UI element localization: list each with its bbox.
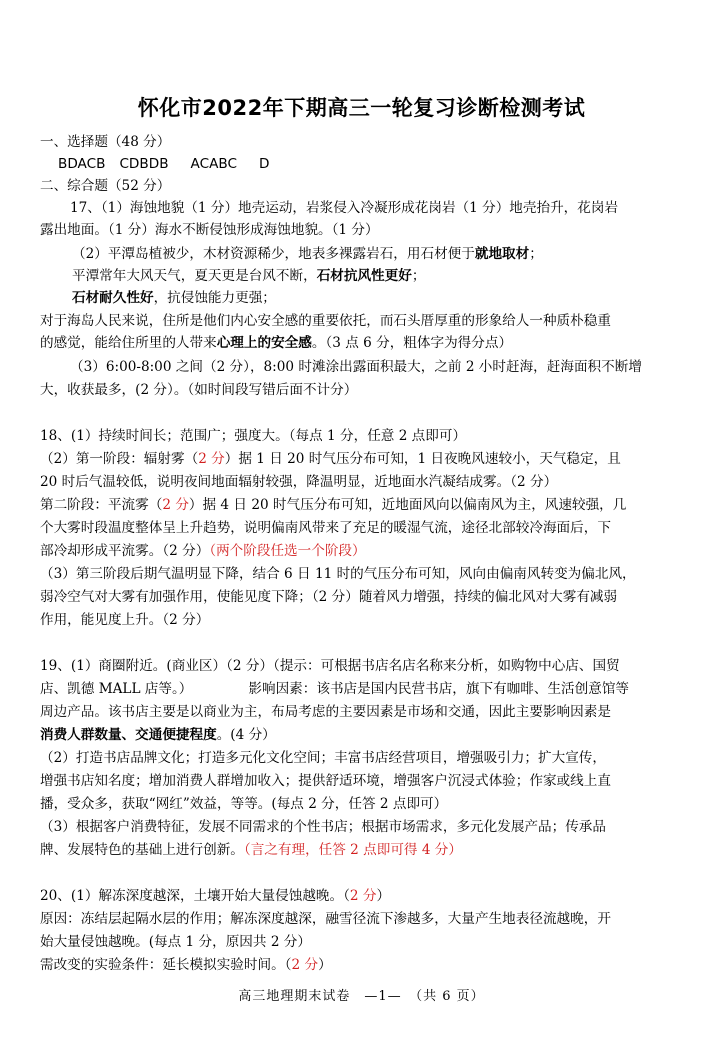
q18-line-1: 18、(1）持续时间长；范围广；强度大。（每点 1 分，任意 2 点即可） xyxy=(40,428,467,444)
q17-keypoint: 石材耐久性好 xyxy=(72,290,154,306)
q17-text: 平潭常年大风天气，夏天更是台风不断， xyxy=(72,268,317,284)
q20-text: ） xyxy=(376,888,391,904)
q17-line-5 xyxy=(72,288,276,308)
q19-text: 牌、发展特色的基础上进行创新。 xyxy=(40,842,244,858)
choice-answers xyxy=(58,154,269,174)
q18-line-6 xyxy=(40,541,366,561)
q18-score-red: 2 分 xyxy=(198,451,225,467)
q18-note-red: （两个阶段任选一个阶段） xyxy=(209,543,366,559)
q20-text: 20、(1）解冻深度越深，土壤开始大量侵蚀越晚。（ xyxy=(40,888,350,904)
q19-keypoint: 消费人群数量、交通便捷程度 xyxy=(40,727,217,743)
q18-text: ）据 4 日 20 时气压分布可知，近地面风向以偏南风为主，风速较强，几 xyxy=(188,497,627,513)
q19-line-6: 增强书店知名度；增加消费人群增加收入；提供舒适环境，增强客户沉浸式体验；作家或线上直 xyxy=(40,773,611,789)
q19-line-9 xyxy=(40,840,462,860)
answers-group-2: CDBDB xyxy=(119,156,169,172)
q19-text: 店、凯德 MALL 店等。） xyxy=(40,681,193,697)
q19-text: 影响因素：该书店是国内民营书店，旗下有咖啡、生活创意馆等 xyxy=(248,681,630,697)
q17-text: （2）平潭岛植被少，木材资源稀少，地表多裸露岩石，用石材便于 xyxy=(72,246,475,262)
q19-text: 。(4 分） xyxy=(216,727,276,743)
section-comprehensive-heading: 二、综合题（52 分） xyxy=(40,178,171,194)
q17-keypoint: 心理上的安全感 xyxy=(216,335,312,351)
q18-line-4 xyxy=(40,495,626,515)
q20-line-2: 原因：冻结层起隔水层的作用；解冻深度越深，融雪径流下渗越多，大量产生地表径流越晚，开 xyxy=(40,911,611,927)
q17-line-7 xyxy=(40,333,512,353)
page-footer: 高三地理期末试卷 —1— （共 6 页） xyxy=(238,989,485,1004)
q18-line-8: 弱冷空气对大雾有加强作用，使能见度下降；（2 分）随着风力增强，持续的偏北风对大雾有减弱 xyxy=(40,589,618,605)
q17-line-3 xyxy=(72,244,543,264)
q17-text: ，抗侵蚀能力更强； xyxy=(153,290,276,306)
q20-score-red: 2 分 xyxy=(291,957,319,973)
q17-text: ； xyxy=(411,268,426,284)
q19-line-3: 周边产品。该书店主要是以商业为主，布局考虑的主要因素是市场和交通，因此主要影响因素是 xyxy=(40,704,611,720)
q18-line-3: 20 时后气温较低，说明夜间地面辐射较强，降温明显，近地面水汽凝结成雾。（2 分） xyxy=(40,474,558,490)
answers-group-1: BDACB xyxy=(58,156,106,172)
q18-line-5: 个大雾时段温度整体呈上升趋势，说明偏南风带来了充足的暖湿气流，途径北部较冷海面后，下 xyxy=(40,520,611,536)
q18-text: 第二阶段：平流雾（ xyxy=(40,497,163,513)
q20-text: 需改变的实验条件：延长模拟实验时间。（ xyxy=(40,957,292,973)
q20-line-1 xyxy=(40,886,390,906)
q17-line-4 xyxy=(72,266,425,286)
q18-line-2 xyxy=(40,449,621,469)
section-choice-heading: 一、选择题（48 分） xyxy=(40,134,171,150)
q18-score-red: 2 分 xyxy=(162,497,189,513)
q18-line-7: （3）第三阶段后期气温明显下降，结合 6 日 11 时的气压分布可知，风向由偏南风转变为偏北风， xyxy=(40,566,636,582)
q17-text: 的感觉，能给住所里的人带来 xyxy=(40,335,217,351)
q17-text: 。（3 点 6 分，粗体字为得分点） xyxy=(311,335,513,351)
q17-line-9: 大，收获最多，(2 分）。（如时间段写错后面不计分） xyxy=(40,382,358,398)
q17-line-8: （3）6:00-8:00 之间（2 分），8:00 时滩涂出露面积最大，之前 2 小时赶海，赶海面积不断增 xyxy=(70,359,642,375)
q18-text: （2）第一阶段：辐射雾（ xyxy=(40,451,199,467)
q19-line-5: （2）打造书店品牌文化；打造多元化文化空间；丰富书店经营项目，增强吸引力；扩大宣传， xyxy=(40,750,606,766)
q17-text: ； xyxy=(529,246,543,262)
q19-line-7: 播，受众多，获取“网红”效益，等等。(每点 2 分，任答 2 点即可） xyxy=(40,796,448,812)
q18-text: 部冷却形成平流雾。（2 分） xyxy=(40,543,210,559)
q17-line-1: 17、（1）海蚀地貌（1 分）地壳运动，岩浆侵入冷凝形成花岗岩（1 分）地壳抬升，花岗岩 xyxy=(70,200,619,216)
q19-line-8: （3）根据客户消费特征，发展不同需求的个性书店；根据市场需求，多元化发展产品；传承品 xyxy=(40,819,606,835)
answers-group-4: D xyxy=(258,156,270,172)
q17-line-6: 对于海岛人民来说，住所是他们内心安全感的重要依托，而石头厝厚重的形象给人一种质朴稳重 xyxy=(40,313,611,329)
q19-line-1: 19、(1）商圈附近。(商业区）（2 分）（提示：可根据书店名店名称来分析，如购物中心店、国贸 xyxy=(40,658,620,674)
q20-score-red: 2 分 xyxy=(349,888,377,904)
q19-note-red: （言之有理，任答 2 点即可得 4 分） xyxy=(243,842,462,858)
exam-title: 怀化市2022年下期高三一轮复习诊断检测考试 xyxy=(137,96,586,120)
q19-line-4 xyxy=(40,725,276,745)
q18-text: ）据 1 日 20 时气压分布可知，1 日夜晚风速较小，天气稳定，且 xyxy=(224,451,621,467)
q18-line-9: 作用，能见度上升。（2 分） xyxy=(40,612,210,628)
q20-line-3: 始大量侵蚀越晚。(每点 1 分，原因共 2 分） xyxy=(40,934,311,950)
q20-line-4 xyxy=(40,955,332,975)
q19-line-2 xyxy=(40,679,629,699)
q17-line-2: 露出地面。（1 分）海水不断侵蚀形成海蚀地貌。（1 分） xyxy=(40,222,379,238)
q17-keypoint: 石材抗风性更好 xyxy=(316,268,412,284)
q20-text: ） xyxy=(318,957,332,973)
q17-keypoint: 就地取材 xyxy=(474,246,530,262)
answers-group-3: ACABC xyxy=(190,156,237,172)
